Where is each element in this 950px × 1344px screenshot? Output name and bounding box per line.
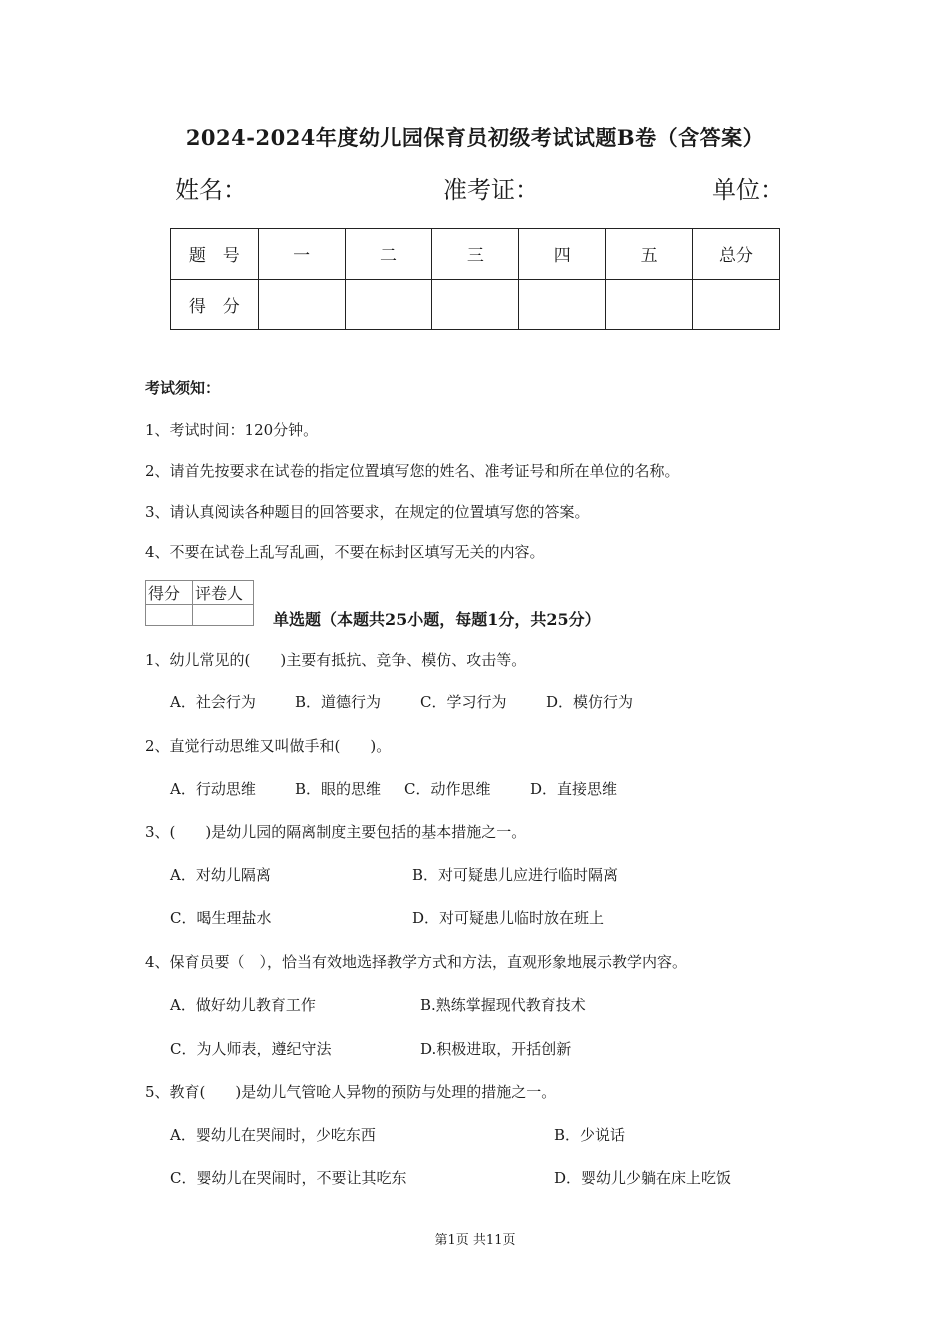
score-table-cell: 四	[519, 229, 606, 280]
answer-option: A．做好幼儿教育工作	[170, 996, 316, 1014]
grader-score-input[interactable]	[146, 605, 193, 626]
question-text: 2、直觉行动思维又叫做手和( )。	[145, 737, 392, 755]
question-text: 4、保育员要（ ），恰当有效地选择教学方式和方法，直观形象地展示教学内容。	[145, 953, 688, 971]
answer-option: C．喝生理盐水	[170, 909, 272, 927]
answer-option: A．社会行为	[170, 693, 256, 711]
exam-id-field-label: 准考证：	[443, 176, 539, 204]
score-table-cell: 一	[258, 229, 345, 280]
answer-option: B.熟练掌握现代教育技术	[420, 996, 586, 1014]
score-table-cell: 题 号	[171, 229, 259, 280]
answer-option: C．学习行为	[420, 693, 507, 711]
score-input-cell[interactable]	[258, 279, 345, 330]
answer-option: C．婴幼儿在哭闹时，不要让其吃东	[170, 1169, 407, 1187]
score-table-row-label: 得 分	[171, 279, 259, 330]
score-table-cell: 二	[345, 229, 432, 280]
score-table-cell: 五	[606, 229, 693, 280]
answer-option: A．婴幼儿在哭闹时，少吃东西	[170, 1126, 376, 1144]
answer-option: D．模仿行为	[546, 693, 634, 711]
score-input-cell[interactable]	[606, 279, 693, 330]
name-field-label: 姓名：	[175, 176, 247, 204]
answer-option: A．行动思维	[170, 780, 256, 798]
score-input-cell[interactable]	[693, 279, 780, 330]
grader-score-label: 得分	[146, 581, 193, 605]
score-input-cell[interactable]	[345, 279, 432, 330]
answer-option: D．对可疑患儿临时放在班上	[412, 909, 605, 927]
score-table-score-row	[171, 279, 780, 330]
unit-field-label: 单位：	[712, 176, 784, 204]
answer-option: B．少说话	[554, 1126, 626, 1144]
answer-option: D.积极进取，开括创新	[420, 1040, 572, 1058]
grader-name-input[interactable]	[193, 605, 254, 626]
grader-box	[145, 580, 254, 626]
notice-item: 3、请认真阅读各种题目的回答要求，在规定的位置填写您的答案。	[145, 503, 590, 521]
notice-item: 2、请首先按要求在试卷的指定位置填写您的姓名、准考证号和所在单位的名称。	[145, 462, 680, 480]
answer-option: B．道德行为	[295, 693, 382, 711]
score-table-header-row	[171, 229, 780, 280]
question-text: 5、教育( )是幼儿气管呛人异物的预防与处理的措施之一。	[145, 1083, 557, 1101]
notice-item: 1、考试时间：120分钟。	[145, 421, 319, 439]
grader-name-label: 评卷人	[193, 581, 254, 605]
score-table-cell: 总分	[693, 229, 780, 280]
score-input-cell[interactable]	[432, 279, 519, 330]
answer-option: B．眼的思维	[295, 780, 382, 798]
page-footer: 第1页 共11页	[434, 1233, 516, 1248]
question-text: 1、幼儿常见的( )主要有抵抗、竞争、模仿、攻击等。	[145, 651, 527, 669]
notice-item: 4、不要在试卷上乱写乱画，不要在标封区填写无关的内容。	[145, 543, 545, 561]
answer-option: D．直接思维	[530, 780, 618, 798]
question-text: 3、( )是幼儿园的隔离制度主要包括的基本措施之一。	[145, 823, 527, 841]
answer-option: C．动作思维	[404, 780, 491, 798]
page-title: 2024-2024年度幼儿园保育员初级考试试题B卷（含答案）	[185, 125, 765, 150]
score-input-cell[interactable]	[519, 279, 606, 330]
answer-option: B．对可疑患儿应进行临时隔离	[412, 866, 619, 884]
notice-heading: 考试须知：	[145, 379, 221, 397]
score-table	[170, 228, 780, 330]
answer-option: C．为人师表，遵纪守法	[170, 1040, 332, 1058]
score-table-cell: 三	[432, 229, 519, 280]
section-title: 单选题（本题共25小题，每题1分，共25分）	[273, 610, 601, 629]
answer-option: A．对幼儿隔离	[170, 866, 271, 884]
answer-option: D．婴幼儿少躺在床上吃饭	[554, 1169, 732, 1187]
